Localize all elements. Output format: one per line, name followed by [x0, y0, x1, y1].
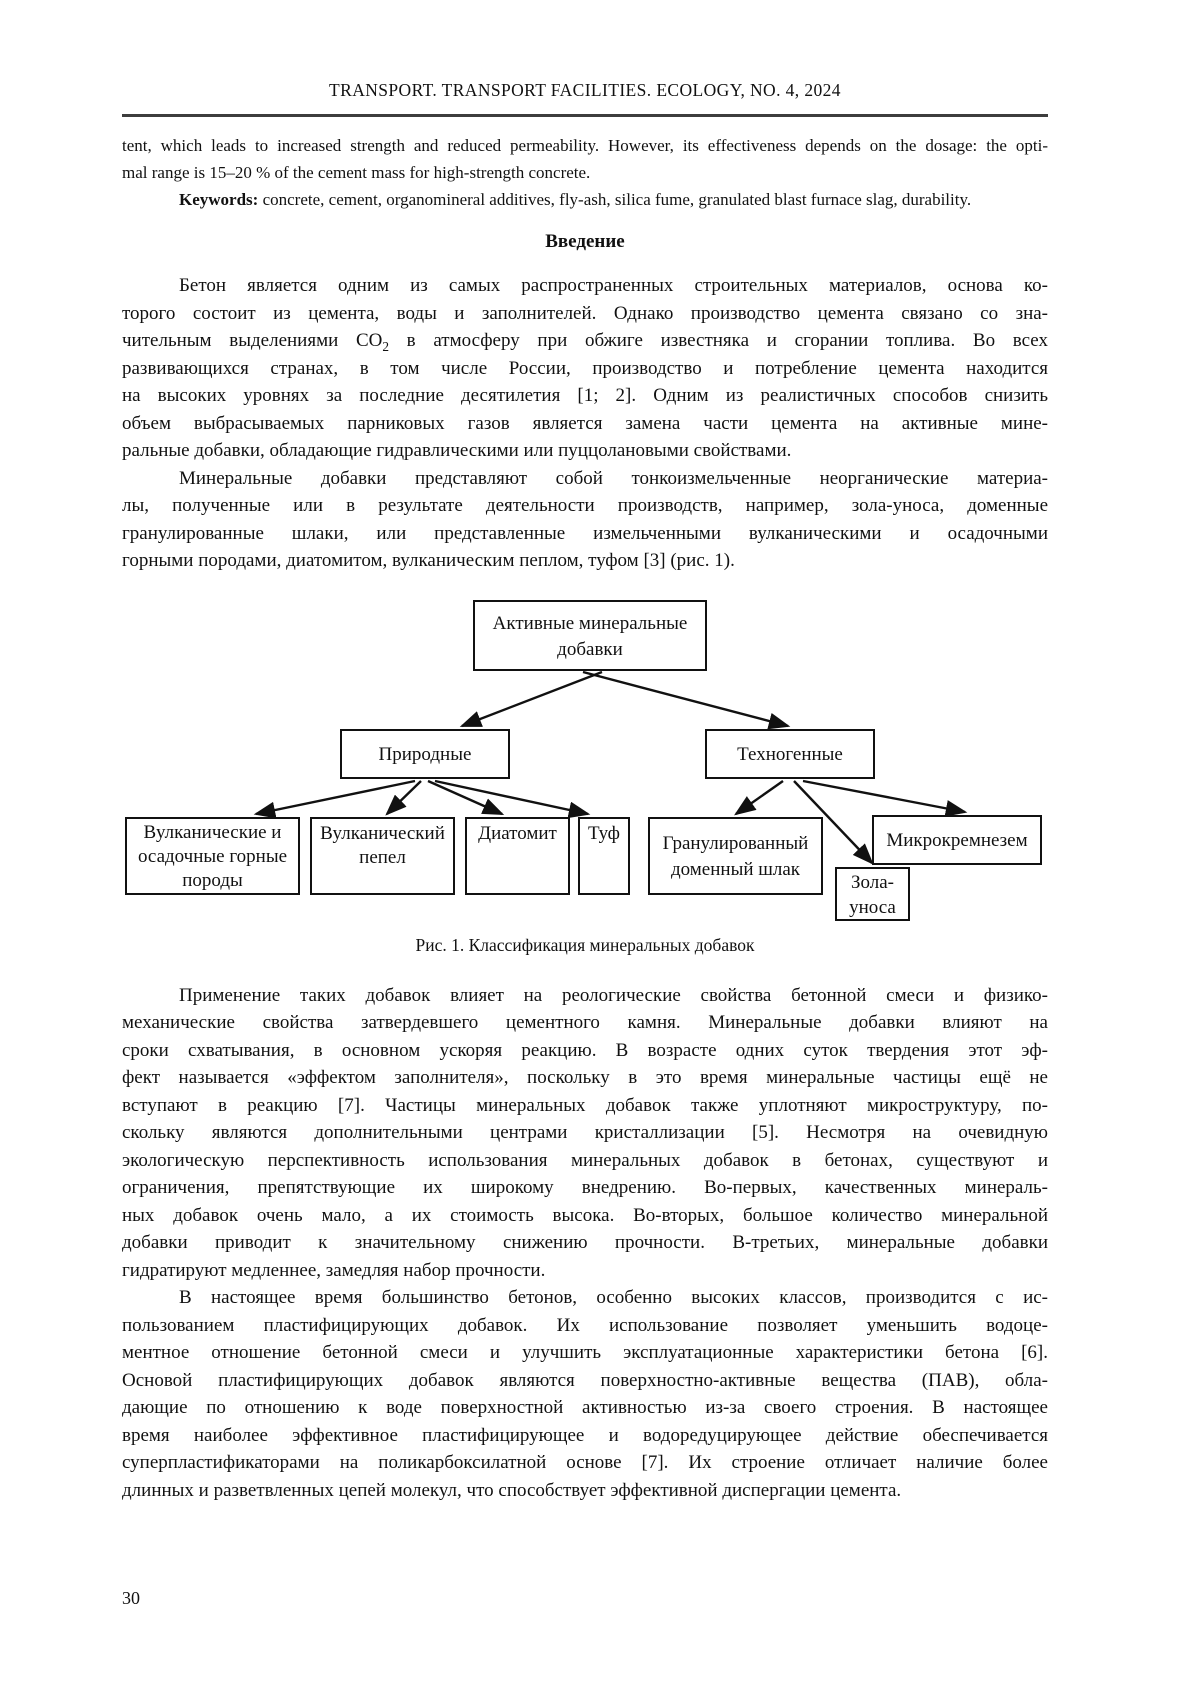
page-number: 30	[122, 1588, 140, 1608]
diagram-node-label: Гранулированный	[662, 832, 809, 854]
diagram-edge	[428, 781, 502, 814]
text-line: пользованием пластифицирующих добавок. Их использование позволяет уменьшить водоце-	[122, 1314, 1048, 1336]
text-line: ральные добавки, обладающие гидравлическими или пуццолановыми свойствами.	[122, 440, 792, 461]
diagram-node-label: Природные	[378, 743, 472, 765]
diagram-node-tuff	[578, 817, 630, 895]
text-line: механические свойства затвердевшего цементного камня. Минеральные добавки влияют на	[122, 1012, 1048, 1033]
paragraph	[122, 132, 1048, 186]
header-rule	[122, 114, 1048, 117]
diagram-node-label: Техногенные	[737, 743, 843, 765]
diagram-node-fly-ash	[835, 867, 910, 921]
text-line: длинных и разветвленных цепей молекул, что способствует эффективной диспергации цемента.	[122, 1479, 902, 1501]
keywords-label: Keywords:	[179, 190, 259, 209]
text-line: дающие по отношению к воде поверхностной активностью из-за своего строения. В настоящее	[122, 1397, 1048, 1418]
text-line: Основой пластифицирующих добавок являются поверхностно-активные вещества (ПАВ), обла-	[122, 1369, 1048, 1391]
text-line: В настоящее время большинство бетонов, особенно высоких классов, производится с ис-	[179, 1287, 1048, 1308]
text-line: сроки схватывания, в основном ускоряя реакцию. В возрасте одних суток твердения этот эф-	[122, 1039, 1048, 1061]
section-heading-introduction: Введение	[545, 231, 625, 252]
figure-diagram	[122, 595, 1048, 927]
text-line: лы, полученные или в результате деятельности производств, например, зола-уноса, доменные	[122, 495, 1048, 516]
text-line: торого состоит из цемента, воды и заполнителей. Однако производство цемента связано со зна-	[122, 302, 1048, 324]
diagram-edge	[462, 672, 602, 726]
text-line: время наиболее эффективное пластифицирующее и водоредуцирующее действие обеспечивается	[122, 1424, 1048, 1446]
diagram-node-volcanic-sedimentary	[125, 817, 300, 895]
text-line: ограничения, препятствующие их широкому внедрению. Во-первых, качественных минераль-	[122, 1177, 1048, 1198]
intro-paragraphs-after-figure	[122, 982, 1048, 1505]
diagram-node-label: доменный шлак	[670, 858, 801, 880]
text-line: объем выбрасываемых парниковых газов является замена части цемента на активные мине-	[122, 412, 1048, 434]
text-line: чительным выделениями $CO_2$ в атмосферу при обжиге известняка и сгорании топлива. Во всех	[122, 330, 1048, 354]
text-line: Применение таких добавок влияет на реологические свойства бетонной смеси и физико-	[179, 984, 1048, 1006]
diagram-node-label: Зола-	[850, 871, 894, 893]
diagram-node-label: добавки	[557, 638, 623, 660]
text-line: добавки приводит к значительному снижению прочности. В-третьих, минеральные добавки	[122, 1232, 1048, 1253]
diagram-edge	[803, 781, 965, 812]
diagram-node-label: Активные минеральные	[492, 612, 688, 634]
diagram-node-technogenic	[705, 729, 875, 779]
diagram-node-label: Вулканические и	[143, 821, 282, 843]
journal-header: TRANSPORT. TRANSPORT FACILITIES. ECOLOGY, NO. 4, 2024	[329, 80, 841, 100]
text-line: гранулированные шлаки, или представленные измельченными вулканическими и осадочными	[122, 522, 1048, 544]
diagram-node-granulated-slag	[648, 817, 823, 895]
text-line: tent, which leads to increased strength and reduced permeability. However, its effectiveness depends on the dosage: the opti-	[122, 136, 1048, 155]
text-line: скольку являются дополнительными центрами кристаллизации [5]. Несмотря на очевидную	[122, 1122, 1048, 1143]
keywords-line	[122, 186, 1048, 213]
text-line: суперпластификаторами на поликарбоксилатной основе [7]. Их строение отличает наличие более	[122, 1452, 1048, 1473]
text-line: на высоких уровнях за последние десятилетия [1; 2]. Одним из реалистичных способов снизить	[122, 385, 1048, 406]
text-line: развивающихся странах, в том числе России, производство и потребление цемента находится	[122, 357, 1048, 379]
diagram-edge	[435, 781, 588, 814]
paragraph	[122, 1284, 1048, 1504]
keywords-text: concrete, cement, organomineral additives, fly-ash, silica fume, granulated blast furnace slag, durability.	[258, 190, 972, 209]
diagram-node-label: Туф	[588, 822, 620, 844]
diagram-node-label: Микрокремнезем	[886, 829, 1028, 851]
diagram-node-label: Вулканический	[320, 822, 445, 844]
diagram-edge	[736, 781, 783, 814]
text-line: гидратируют медленнее, замедляя набор прочности.	[122, 1259, 546, 1281]
page-content	[122, 0, 1048, 1608]
figure-caption: Рис. 1. Классификация минеральных добавок	[415, 934, 755, 955]
diagram-node-label: Диатомит	[478, 822, 557, 844]
text-line: фект называется «эффектом заполнителя», поскольку в это время минеральные частицы ещё не	[122, 1067, 1048, 1088]
diagram-node-diatomite	[465, 817, 570, 895]
abstract-block	[122, 132, 1048, 186]
diagram-edge	[583, 672, 788, 726]
diagram-node-label: уноса	[849, 896, 896, 918]
paragraph	[122, 272, 1048, 465]
diagram-node-root	[473, 600, 707, 671]
text-line: ных добавок очень мало, а их стоимость высока. Во-вторых, большое количество минеральной	[122, 1204, 1048, 1226]
text-line: вступают в реакцию [7]. Частицы минеральных добавок также уплотняют микроструктуру, по-	[122, 1094, 1048, 1116]
diagram-node-label: породы	[182, 869, 243, 891]
diagram-node-natural	[340, 729, 510, 779]
text-line: ментное отношение бетонной смеси и улучшить эксплуатационные характеристики бетона [6].	[122, 1342, 1048, 1363]
paragraph	[122, 982, 1048, 1285]
text-line: Бетон является одним из самых распространенных строительных материалов, основа ко-	[179, 275, 1048, 296]
text-line: экологическую перспективность использования минеральных добавок в бетонах, существуют и	[122, 1149, 1048, 1171]
text-line: mal range is 15–20 % of the cement mass for high-strength concrete.	[122, 163, 591, 182]
diagram-node-silica-fume	[872, 815, 1042, 865]
text-line: горными породами, диатомитом, вулканическим пеплом, туфом [3] (рис. 1).	[122, 550, 735, 571]
diagram-node-label: пепел	[359, 846, 406, 868]
diagram-node-label: осадочные горные	[137, 845, 288, 867]
diagram-node-volcanic-ash	[310, 817, 455, 895]
text-line: Минеральные добавки представляют собой тонкоизмельченные неорганические материа-	[179, 467, 1048, 489]
paragraph	[122, 465, 1048, 575]
intro-paragraphs-before-figure	[122, 272, 1048, 575]
